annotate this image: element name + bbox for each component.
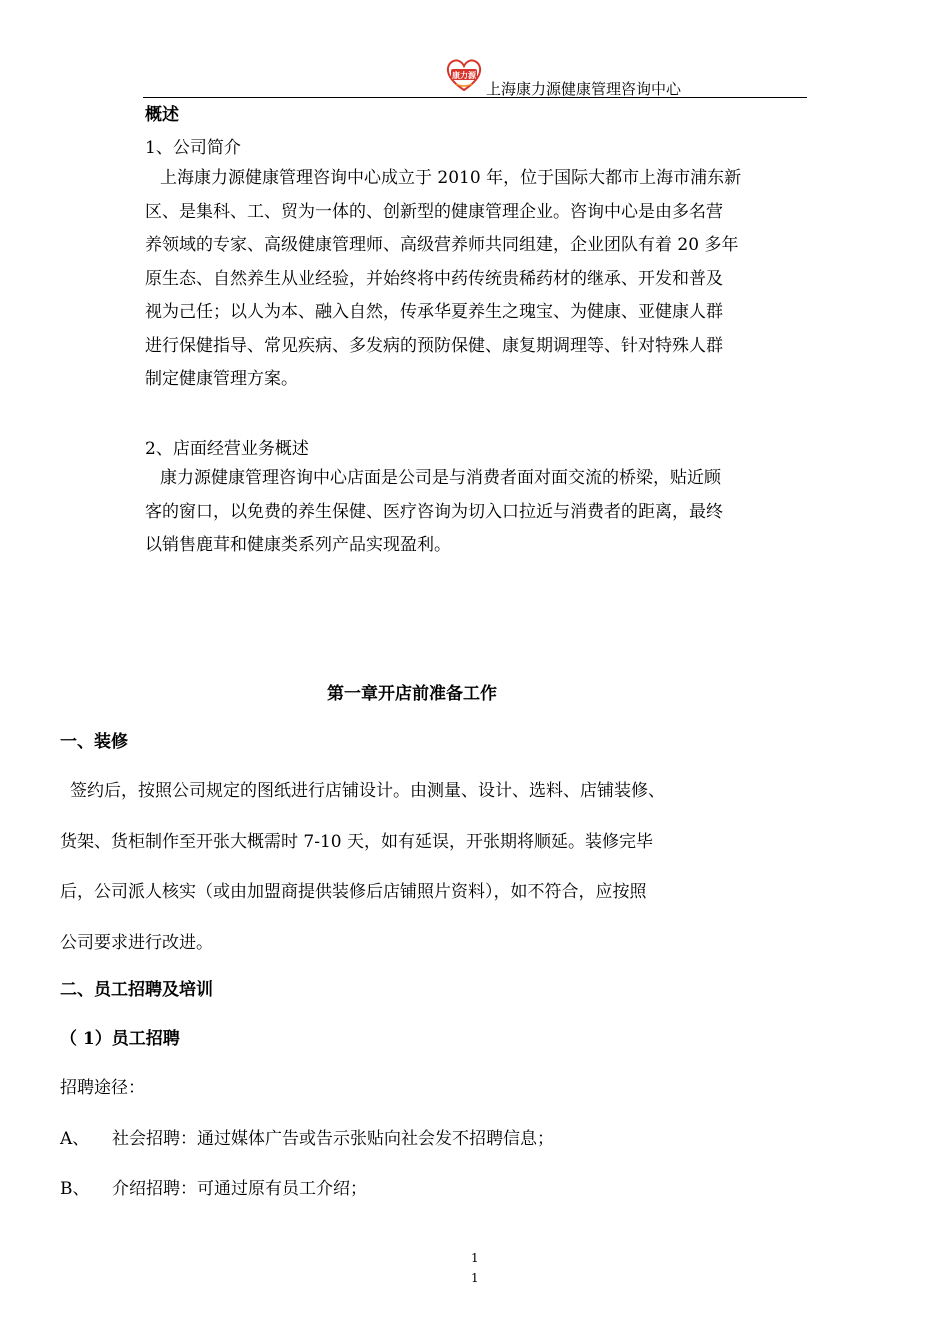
paragraph-line: 货架、货柜制作至开张大概需时 7-10 天，如有延误，开张期将顺延。装修完毕 (60, 831, 653, 852)
list-item-marker: B、 (60, 1179, 90, 1199)
paragraph-line: 签约后，按照公司规定的图纸进行店铺设计。由测量、设计、选料、店铺装修、 (70, 781, 665, 801)
paragraph-line: 区、是集科、工、贸为一体的、创新型的健康管理企业。咨询中心是由多名营 (145, 201, 723, 222)
paragraph-line: 视为己任；以人为本、融入自然，传承华夏养生之瑰宝、为健康、亚健康人群 (145, 302, 723, 322)
list-item-text: 介绍招聘：可通过原有员工介绍； (112, 1179, 367, 1199)
paragraph-line: 上海康力源健康管理咨询中心成立于 2010 年，位于国际大都市上海市浦东新 (160, 168, 742, 188)
paragraph-line: 公司要求进行改进。 (60, 932, 213, 953)
overview-heading: 概述 (145, 105, 179, 125)
recruit-channels-label: 招聘途径： (60, 1078, 145, 1098)
header-divider (143, 97, 807, 98)
page-number: 1 (471, 1251, 479, 1265)
header-title: 上海康力源健康管理咨询中心 (486, 80, 682, 98)
section-recruitment-heading: 二、员工招聘及培训 (60, 980, 213, 1000)
page-number: 1 (471, 1271, 479, 1285)
store-business-paragraph (145, 462, 723, 563)
logo-text: 康力源 (452, 71, 476, 80)
paragraph-line: 后，公司派人核实（或由加盟商提供装修后店铺照片资料），如不符合，应按照 (60, 882, 647, 902)
company-logo (446, 58, 482, 92)
chapter-title: 第一章开店前准备工作 (327, 684, 497, 704)
renovation-paragraph (60, 766, 665, 968)
list-item-text: 社会招聘：通过媒体广告或告示张贴向社会发不招聘信息； (112, 1129, 554, 1149)
subsection-recruitment-heading: （ 1）员工招聘 (60, 1029, 180, 1049)
paragraph-line: 养领域的专家、高级健康管理师、高级营养师共同组建，企业团队有着 20 多年 (145, 235, 739, 255)
paragraph-line: 原生态、自然养生从业经验，并始终将中药传统贵稀药材的继承、开发和普及 (145, 268, 723, 289)
section2-title: 2、店面经营业务概述 (145, 439, 309, 459)
section1-title: 1、公司简介 (145, 138, 241, 158)
paragraph-line: 以销售鹿茸和健康类系列产品实现盈利。 (145, 535, 451, 555)
section-renovation-heading: 一、装修 (60, 732, 128, 752)
list-item-marker: A、 (60, 1129, 90, 1149)
paragraph-line: 制定健康管理方案。 (145, 369, 298, 389)
paragraph-line: 客的窗口，以免费的养生保健、医疗咨询为切入口拉近与消费者的距离，最终 (145, 501, 723, 522)
paragraph-line: 康力源健康管理咨询中心店面是公司是与消费者面对面交流的桥梁，贴近顾 (160, 468, 721, 488)
paragraph-line: 进行保健指导、常见疾病、多发病的预防保健、康复期调理等、针对特殊人群 (145, 335, 723, 356)
company-intro-paragraph (145, 162, 741, 397)
